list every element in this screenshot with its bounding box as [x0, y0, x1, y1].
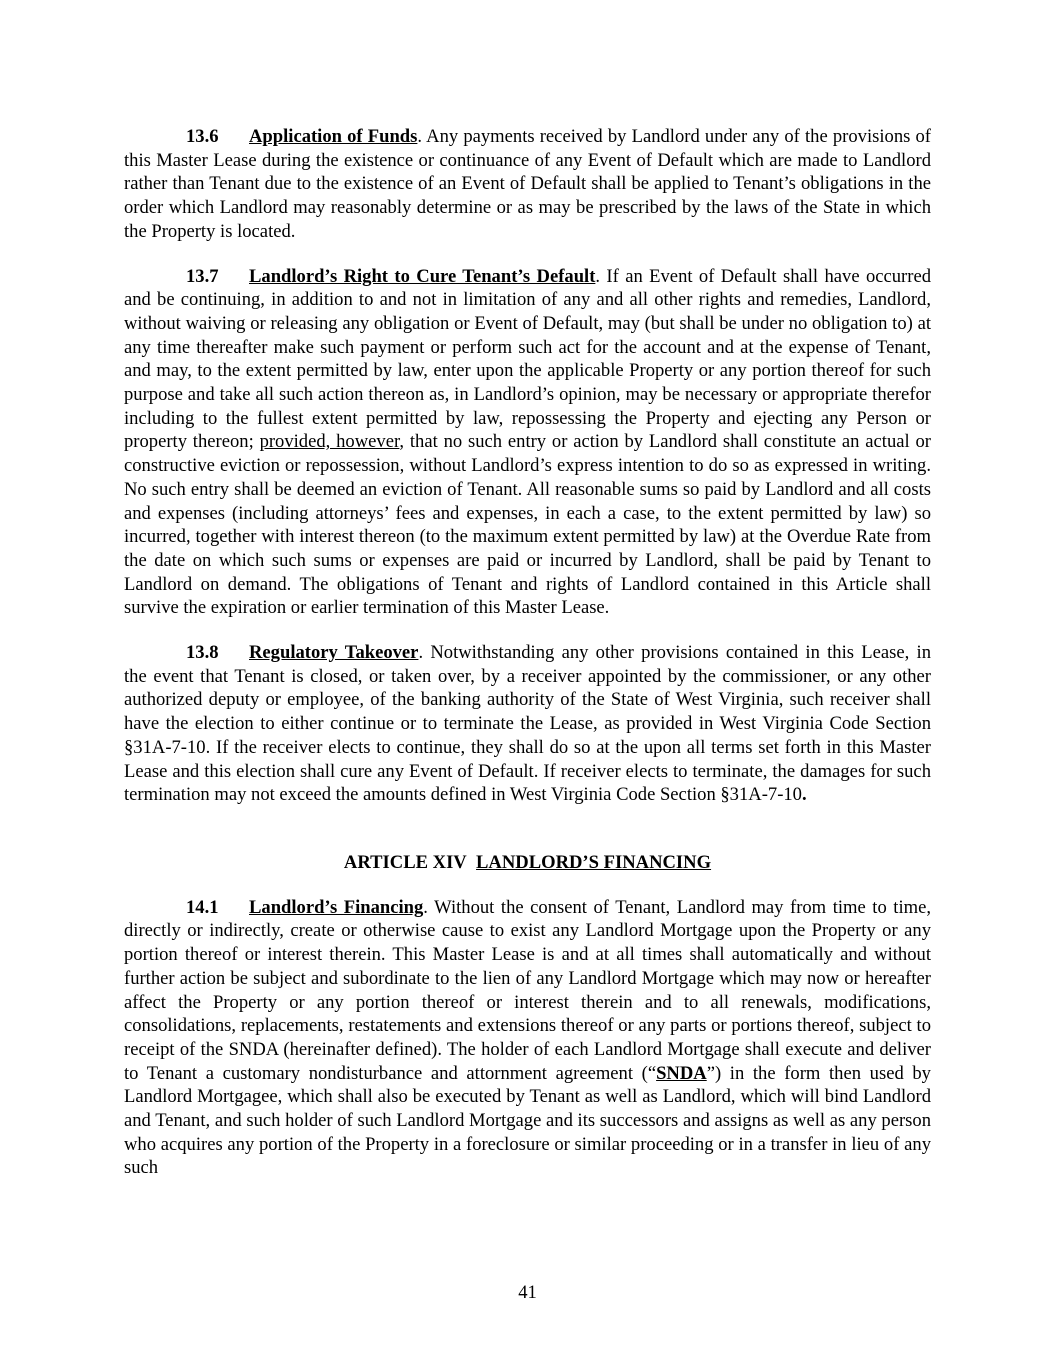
section-body: . Notwithstanding any other provisions contained in this Lease, in the event that Tenant is closed, or taken over, by a receiver appointed by the commissioner, or any other authorized deputy or employee, of the banking authority of the State of West Virginia, such receiver shall have the election to either continue or to terminate the Lease, as provided in West Virginia Code Section §31A-7-10. If the receiver elects to continue, they shall do so at the upon all terms set forth in this Master Lease and this election shall cure any Event of Default. If receiver elects to terminate, the damages for such termination may not exceed the amounts defined in West Virginia Code Section §31A-7-10	[124, 642, 931, 806]
defined-term: SNDA	[656, 1062, 707, 1084]
section-body: . If an Event of Default shall have occurred and be continuing, in addition to and not in limitation of any and all other rights and remedies, Landlord, without waiving or releasing any obligation or Event of Default, may (but shall be under no obligation to) at any time thereafter make such payment or perform such act for the account and at the expense of Tenant, and may, to the extent permitted by law, enter upon the applicable Property or any portion thereof for such purpose and take all such action thereon as, in Landlord’s opinion, may be necessary or appropriate therefor including to the fullest extent permitted by law, repossessing the Property and ejecting any Person or property thereon;	[124, 265, 931, 453]
section-heading: Landlord’s Financing	[249, 896, 424, 918]
section-heading: Landlord’s Right to Cure Tenant’s Default	[249, 265, 596, 287]
section-body-continued: , that no such entry or action by Landlord shall constitute an actual or constructive eviction or repossession, without Landlord’s express intention to do so as expressed in writing. No such entry shall be deemed an eviction of Tenant. All reasonable sums so paid by Landlord and all costs and expenses (including attorneys’ fees and expenses, in each a case, to the extent permitted by law) so incurred, together with interest thereon (to the maximum extent permitted by law) at the Overdue Rate from the date on which such sums or expenses are paid or incurred by Landlord, shall be paid by Tenant to Landlord on demand. The obligations of Tenant and rights of Landlord contained in this Article shall survive the expiration or earlier termination of this Master Lease.	[124, 431, 931, 619]
section-body: . Any payments received by Landlord under any of the provisions of this Master Lease during the existence or continuance of any Event of Default which are made to Landlord rather than Tenant due to the existence of an Event of Default shall be applied to Tenant’s obligations in the order which Landlord may reasonably determine or as may be prescribed by the laws of the State in which the Property is located.	[124, 126, 931, 242]
section-body-continued: ”) in the form then used by Landlord Mortgagee, which shall also be executed by Tenant as well as Landlord, which will bind Landlord and Tenant, and such holder of such Landlord Mortgage and its successors and assigns as well as any person who acquires any portion of the Property in a foreclosure or similar proceeding or in a transfer in lieu of any such	[124, 1062, 931, 1179]
article-title: LANDLORD’S FINANCING	[476, 851, 712, 873]
section-number: 13.7	[186, 265, 219, 287]
underlined-term: provided, however	[259, 431, 400, 453]
section-number: 13.6	[186, 126, 219, 147]
section-13-7	[124, 265, 931, 621]
section-heading: Regulatory Takeover	[249, 642, 419, 664]
section-13-8	[124, 641, 931, 807]
section-heading: Application of Funds	[249, 126, 418, 147]
article-heading	[124, 851, 931, 875]
section-13-6	[124, 125, 931, 244]
section-number: 13.8	[186, 642, 219, 664]
article-label: ARTICLE XIV	[343, 851, 467, 873]
section-number: 14.1	[186, 896, 219, 918]
section-14-1	[124, 896, 931, 1180]
end-mark: .	[801, 784, 807, 806]
document-page	[124, 125, 931, 1201]
page-number: 41	[518, 1282, 537, 1303]
section-body: . Without the consent of Tenant, Landlord may from time to time, directly or indirectly, create or otherwise cause to exist any Landlord Mortgage upon the Property or any portion thereof or interest therein. This Master Lease is and at all times shall automatically and without further action be subject and subordinate to the lien of any Landlord Mortgage which may now or hereafter affect the Property or any portion thereof or interest therein and to all renewals, modifications, consolidations, replacements, restatements and extensions thereof or any parts or portions thereof, subject to receipt of the SNDA (hereinafter defined). The holder of each Landlord Mortgage shall execute and deliver to Tenant a customary nondisturbance and attornment agreement (“	[124, 896, 932, 1084]
